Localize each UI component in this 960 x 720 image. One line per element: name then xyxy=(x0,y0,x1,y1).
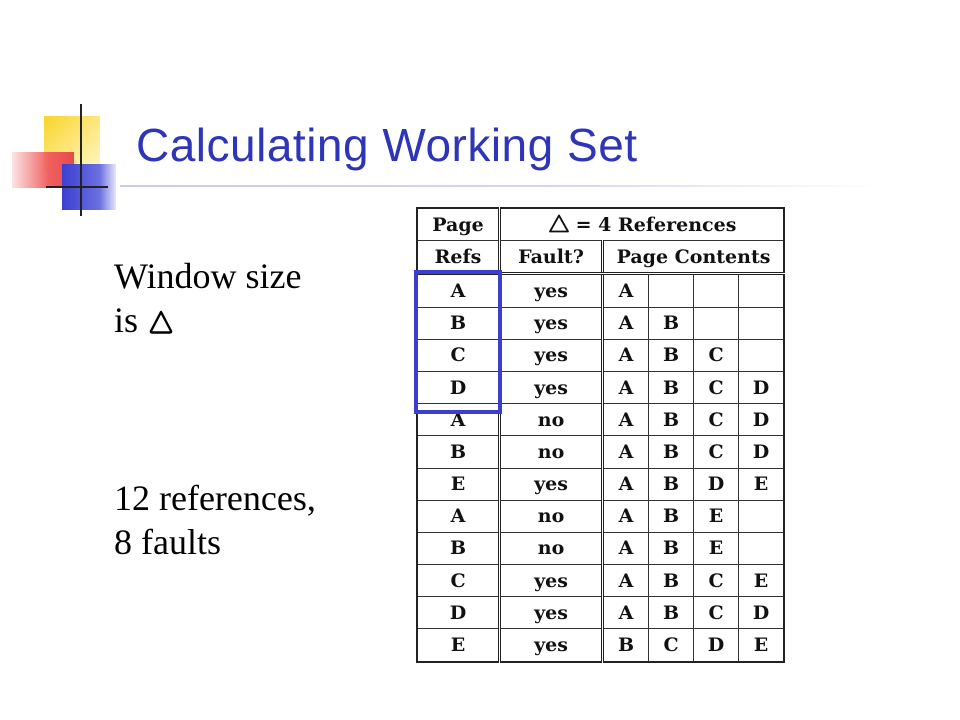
slide-logo xyxy=(0,0,140,230)
page-contents-cell: C xyxy=(694,565,739,597)
page-contents-cell: D xyxy=(739,404,785,436)
header-refs: Refs xyxy=(417,241,500,274)
page-contents-cell: D xyxy=(739,436,785,468)
fault-cell: yes xyxy=(500,629,603,662)
page-contents-cell: B xyxy=(649,565,694,597)
page-ref-cell: B xyxy=(417,307,500,339)
page-ref-cell: E xyxy=(417,629,500,662)
table-row xyxy=(417,629,784,662)
page-contents-cell: C xyxy=(649,629,694,662)
page-contents-cell: A xyxy=(603,274,649,307)
page-ref-cell: D xyxy=(417,371,500,403)
page-contents-cell xyxy=(739,307,785,339)
faults-count: 8 faults xyxy=(114,522,221,562)
table-row xyxy=(417,468,784,500)
page-ref-cell: A xyxy=(417,274,500,307)
fault-cell: no xyxy=(500,532,603,564)
page-contents-cell: D xyxy=(694,468,739,500)
title-underline xyxy=(120,185,880,187)
fault-cell: yes xyxy=(500,597,603,629)
fault-cell: yes xyxy=(500,371,603,403)
page-contents-cell: C xyxy=(694,339,739,371)
page-contents-cell: B xyxy=(649,339,694,371)
page-contents-cell: B xyxy=(649,500,694,532)
header-fault: Fault? xyxy=(500,241,603,274)
fault-cell: no xyxy=(500,404,603,436)
fault-cell: no xyxy=(500,436,603,468)
references-summary xyxy=(114,476,316,564)
table-row xyxy=(417,565,784,597)
delta-icon xyxy=(548,214,570,233)
page-ref-cell: A xyxy=(417,404,500,436)
table-header-row xyxy=(417,208,784,241)
page-ref-cell: A xyxy=(417,500,500,532)
page-contents-cell: A xyxy=(603,339,649,371)
page-contents-cell: A xyxy=(603,307,649,339)
page-contents-cell: A xyxy=(603,404,649,436)
fault-cell: yes xyxy=(500,274,603,307)
page-contents-cell: C xyxy=(694,404,739,436)
header-page-contents: Page Contents xyxy=(603,241,785,274)
page-contents-cell: A xyxy=(603,532,649,564)
table-row xyxy=(417,597,784,629)
page-contents-cell: D xyxy=(739,371,785,403)
window-size-line1: Window size xyxy=(114,256,302,296)
page-contents-cell: A xyxy=(603,468,649,500)
page-contents-cell: C xyxy=(694,371,739,403)
page-contents-cell: C xyxy=(694,597,739,629)
page-contents-cell xyxy=(739,274,785,307)
page-contents-cell xyxy=(739,339,785,371)
table-row xyxy=(417,436,784,468)
page-contents-cell: B xyxy=(649,371,694,403)
page-contents-cell: E xyxy=(739,468,785,500)
page-contents-cell: A xyxy=(603,436,649,468)
page-ref-cell: C xyxy=(417,339,500,371)
page-ref-cell: B xyxy=(417,436,500,468)
table-subheader-row xyxy=(417,241,784,274)
references-count: 12 references, xyxy=(114,478,316,518)
page-contents-cell: D xyxy=(694,629,739,662)
table-row xyxy=(417,500,784,532)
delta-icon xyxy=(148,310,174,334)
page-contents-cell: B xyxy=(649,436,694,468)
page-contents-cell: B xyxy=(603,629,649,662)
page-contents-cell: B xyxy=(649,597,694,629)
header-page: Page xyxy=(417,208,500,241)
window-size-line2: is xyxy=(114,298,302,342)
fault-cell: no xyxy=(500,500,603,532)
window-highlight-box xyxy=(414,270,502,414)
page-contents-cell: E xyxy=(694,500,739,532)
page-contents-cell xyxy=(694,307,739,339)
page-contents-cell: A xyxy=(603,500,649,532)
page-contents-cell: B xyxy=(649,307,694,339)
fault-cell: yes xyxy=(500,307,603,339)
page-ref-cell: C xyxy=(417,565,500,597)
page-contents-cell: A xyxy=(603,371,649,403)
slide-title: Calculating Working Set xyxy=(136,119,638,171)
fault-cell: yes xyxy=(500,339,603,371)
fault-cell: yes xyxy=(500,468,603,500)
page-contents-cell: E xyxy=(694,532,739,564)
window-size-text xyxy=(114,254,302,342)
page-contents-cell: B xyxy=(649,532,694,564)
page-contents-cell: E xyxy=(739,565,785,597)
page-contents-cell: B xyxy=(649,468,694,500)
page-contents-cell xyxy=(694,274,739,307)
page-contents-cell: A xyxy=(603,597,649,629)
page-contents-cell: A xyxy=(603,565,649,597)
page-contents-cell: E xyxy=(739,629,785,662)
logo-vertical-line xyxy=(80,104,82,216)
page-contents-cell: B xyxy=(649,404,694,436)
fault-cell: yes xyxy=(500,565,603,597)
page-contents-cell xyxy=(739,500,785,532)
page-contents-cell xyxy=(649,274,694,307)
page-ref-cell: D xyxy=(417,597,500,629)
table-row xyxy=(417,532,784,564)
page-contents-cell xyxy=(739,532,785,564)
page-ref-cell: B xyxy=(417,532,500,564)
header-window: = 4 References xyxy=(500,208,785,241)
page-contents-cell: D xyxy=(739,597,785,629)
page-ref-cell: E xyxy=(417,468,500,500)
logo-horizontal-line xyxy=(46,186,108,188)
page-contents-cell: C xyxy=(694,436,739,468)
